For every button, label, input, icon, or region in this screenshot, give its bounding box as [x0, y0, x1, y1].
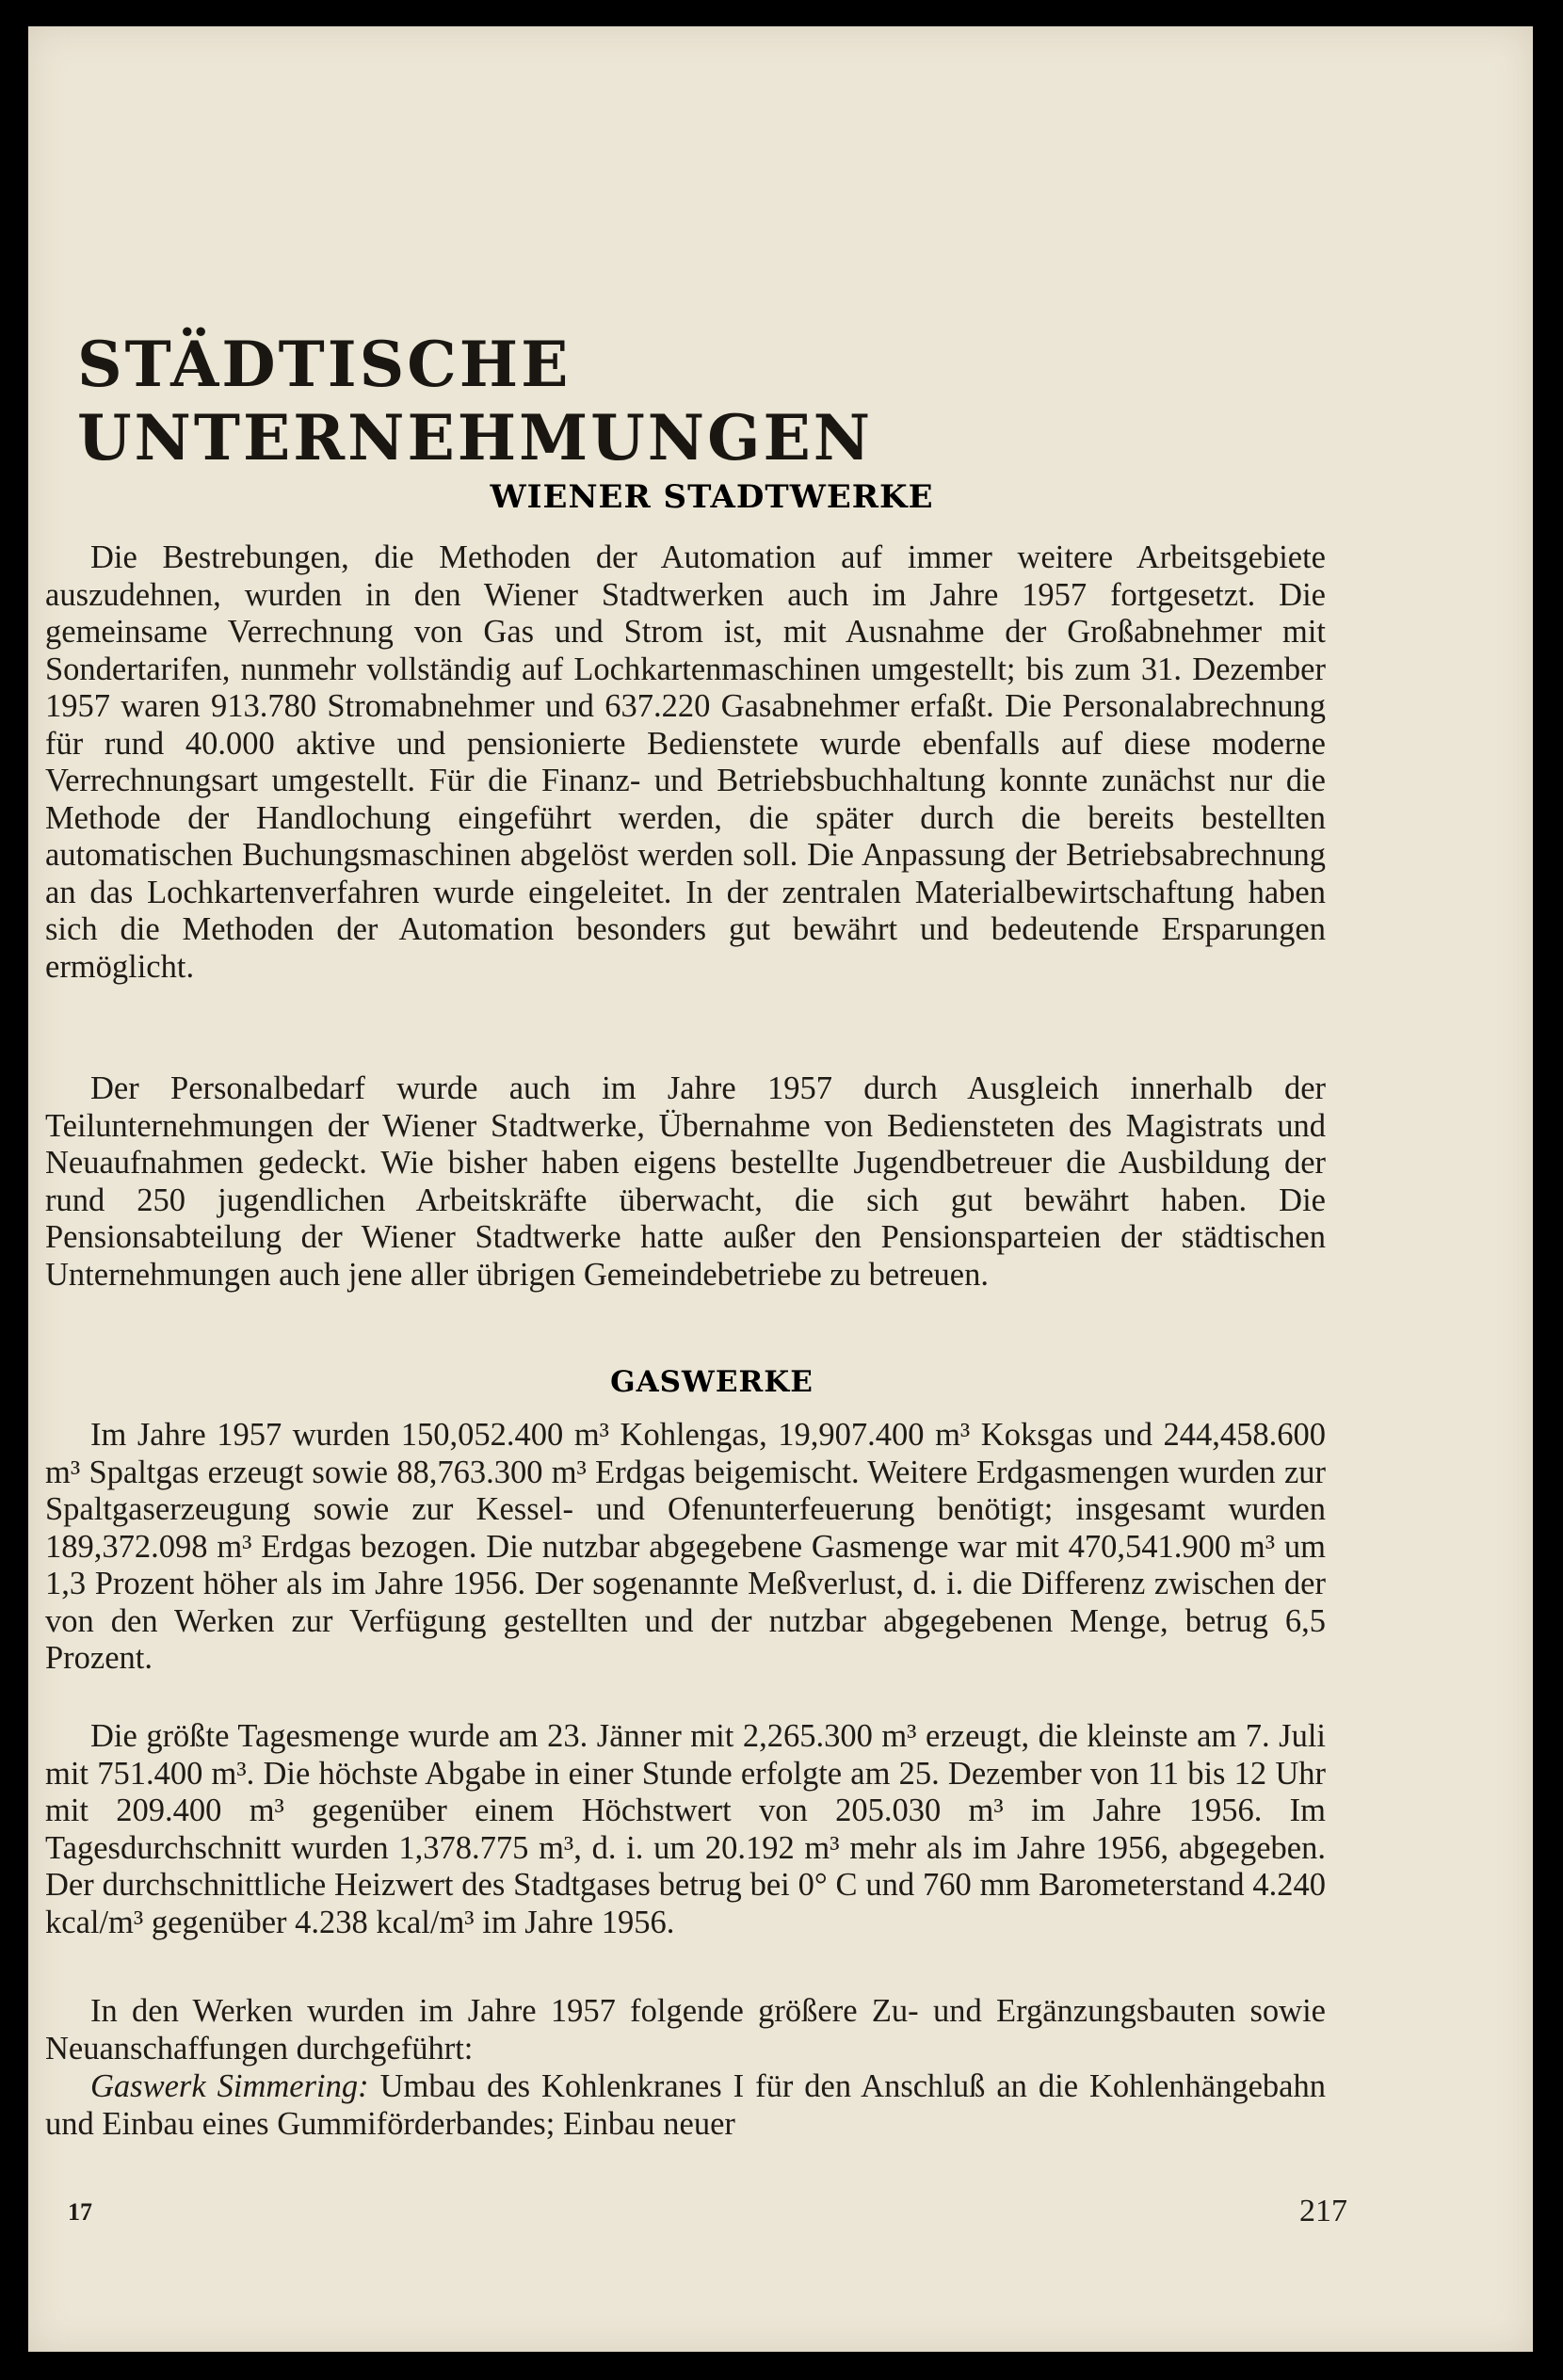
paragraph-personalbedarf	[45, 1070, 1326, 1294]
paragraph-text	[45, 2068, 1326, 2143]
paragraph-simmering	[45, 2068, 1326, 2143]
paragraph-automation	[45, 539, 1326, 986]
paragraph-text: Der Personalbedarf wurde auch im Jahre 1957 durch Ausgleich innerhalb der Teilunternehmungen der Wiener Stadtwerke, Übernahme von Bediensteten des Magistrats und Neuaufnahmen gedeckt. Wie bisher haben eigens bestellte Jugendbetreuer die Ausbildung der rund 250 jugendlichen Arbeitskräfte überwacht, die sich gut bewährt haben. Die Pensionsabteilung der Wiener Stadtwerke hatte außer den Pensionsparteien der städtischen Unternehmungen auch jene aller übrigen Gemeindebetriebe zu betreuen.	[45, 1070, 1326, 1293]
paragraph-tagesmenge	[45, 1718, 1326, 1941]
paragraph-text: Die größte Tagesmenge wurde am 23. Jänner mit 2,265.300 m³ erzeugt, die kleinste am 7. Juli mit 751.400 m³. Die höchste Abgabe in einer Stunde erfolgte am 25. Dezember von 11 bis 12 Uhr mit 209.400 m³ gegenüber einem Höchstwert von 205.030 m³ im Jahre 1956. Im Tagesdurchschnitt wurden 1,378.775 m³, d. i. um 20.192 m³ mehr als im Jahre 1956, abgegeben. Der durchschnittliche Heizwert des Stadtgases betrug bei 0° C und 760 mm Barometerstand 4.240 kcal/m³ gegenüber 4.238 kcal/m³ im Jahre 1956.	[45, 1718, 1326, 1940]
paragraph-text: In den Werken wurden im Jahre 1957 folgende größere Zu- und Ergänzungsbauten sowie Neuanschaffungen durchgeführt:	[45, 1993, 1326, 2066]
page-title: STÄDTISCHE UNTERNEHMUNGEN	[77, 328, 874, 474]
paragraph-text: Im Jahre 1957 wurden 150,052.400 m³ Kohlengas, 19,907.400 m³ Koksgas und 244,458.600 m³ Spaltgas erzeugt sowie 88,763.300 m³ Erdgas beigemischt. Weitere Erdgasmengen wurden zur Spaltgaserzeugung sowie zur Kessel- und Ofenunterfeuerung benötigt; insgesamt wurden 189,372.098 m³ Erdgas bezogen. Die nutzbar abgegebene Gasmenge war mit 470,541.900 m³ um 1,3 Prozent höher als im Jahre 1956. Der sogenannte Meßverlust, d. i. die Differenz zwischen der von den Werken zur Verfügung gestellten und der nutzbar abgegebenen Menge, betrug 6,5 Prozent.	[45, 1417, 1326, 1676]
paragraph-rest: Umbau des Kohlenkranes I für den Anschluß an die Kohlenhängebahn und Einbau eines Gummiförderbandes; Einbau neuer	[45, 2068, 1326, 2142]
paragraph-bauten	[45, 1993, 1326, 2067]
section-heading-wiener-stadtwerke: WIENER STADTWERKE	[490, 478, 934, 516]
paragraph-gasproduktion	[45, 1417, 1326, 1678]
section-heading-gaswerke: GASWERKE	[610, 1365, 814, 1399]
paragraph-text: Die Bestrebungen, die Methoden der Automation auf immer weitere Arbeitsgebiete auszudehnen, wurden in den Wiener Stadtwerken auch im Jahre 1957 fortgesetzt. Die gemeinsame Verrechnung von Gas und Strom ist, mit Ausnahme der Großabnehmer mit Sondertarifen, nunmehr vollständig auf Lochkartenmaschinen umgestellt; bis zum 31. Dezember 1957 waren 913.780 Stromabnehmer und 637.220 Gasabnehmer erfaßt. Die Personalabrechnung für rund 40.000 aktive und pensionierte Bedienstete wurde ebenfalls auf diese moderne Verrechnungsart umgestellt. Für die Finanz- und Betriebsbuchhaltung konnte zunächst nur die Methode der Handlochung eingeführt werden, die später durch die bereits bestellten automatischen Buchungsmaschinen abgelöst werden soll. Die Anpassung der Betriebsabrechnung an das Lochkartenverfahren wurde eingeleitet. In der zentralen Materialbewirtschaftung haben sich die Methoden der Automation besonders gut bewährt und bedeutende Ersparungen ermöglicht.	[45, 539, 1326, 985]
signature-mark: 17	[68, 2198, 92, 2226]
italic-label: Gaswerk Simmering:	[90, 2068, 369, 2104]
page-number: 217	[1299, 2194, 1347, 2228]
